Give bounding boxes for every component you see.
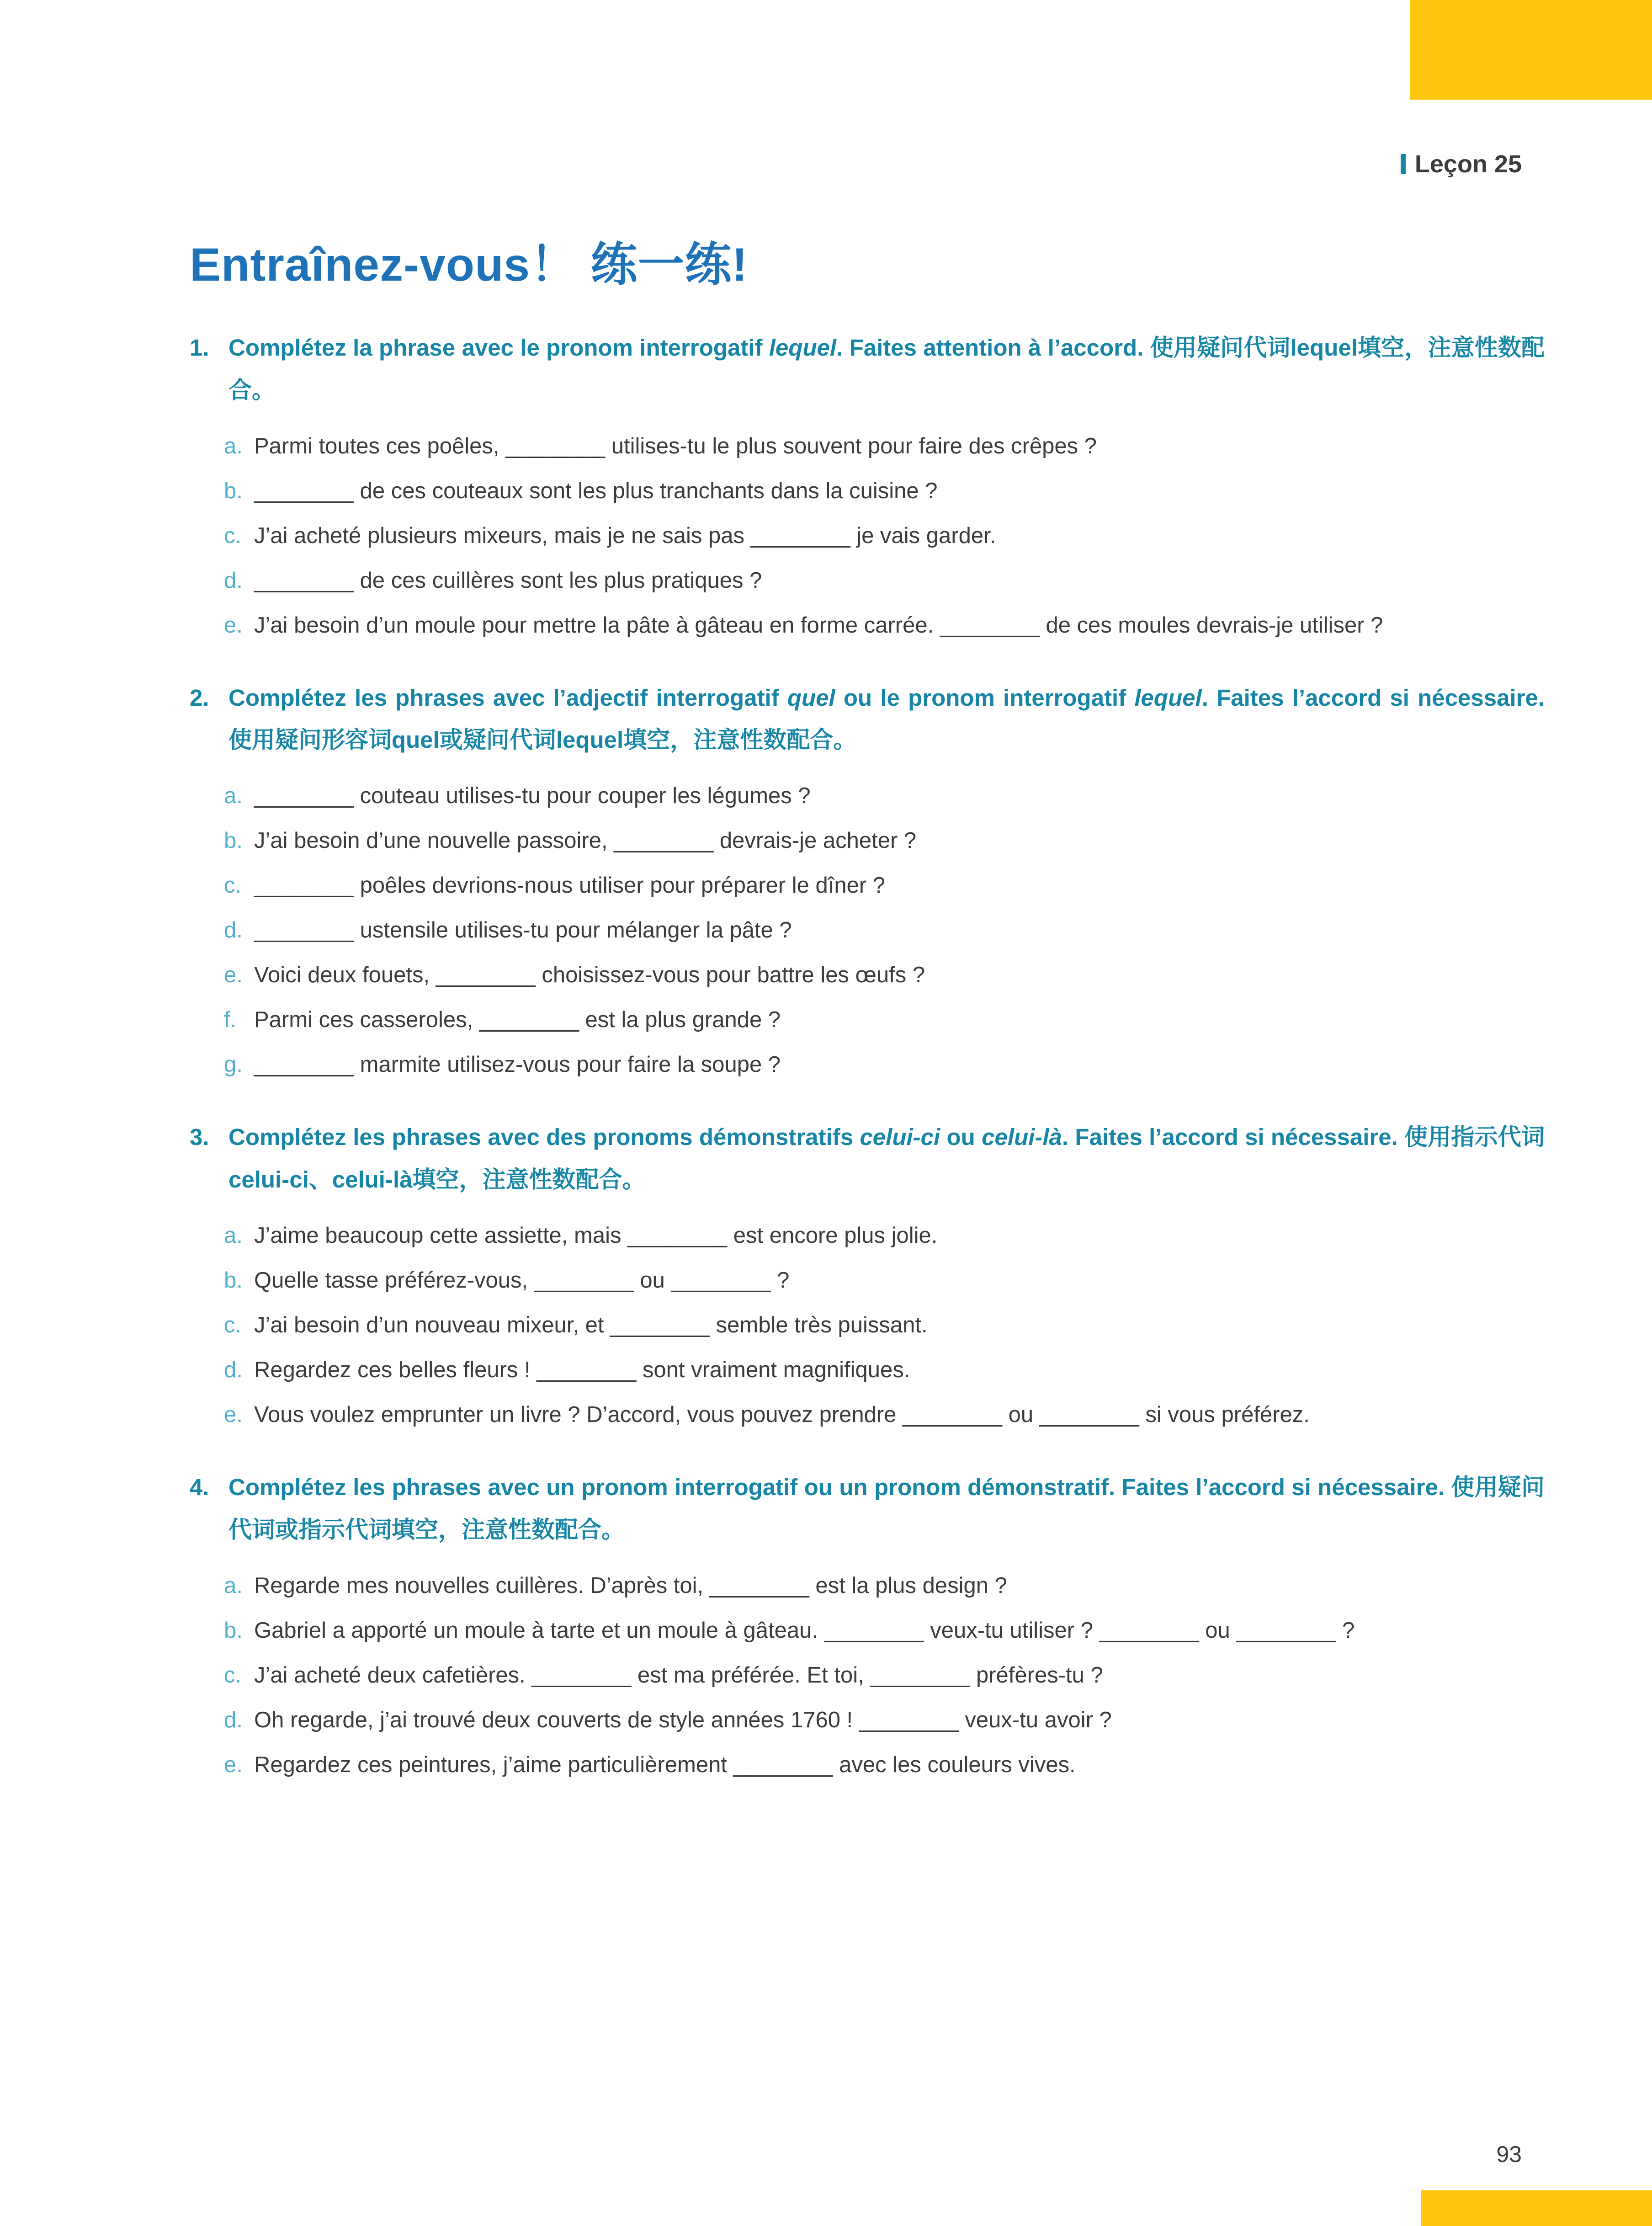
item-text: ________ marmite utilisez-vous pour faire la soupe ? [254,1052,781,1077]
exercise-heading [190,677,1545,762]
item-text: J’ai acheté deux cafetières. ________ est ma préférée. Et toi, ________ préfères-tu ? [254,1662,1103,1688]
exercise-title-fr: Complétez les phrases avec des pronoms démonstratifs celui-ci ou celui-là. Faites l’accord si nécessaire. [228,1124,1405,1150]
exercise-item [224,1042,1545,1087]
item-text: Regarde mes nouvelles cuillères. D’après toi, ________ est la plus design ? [254,1573,1007,1598]
lesson-header [1401,150,1522,178]
exercise-item [224,469,1545,513]
item-label: c. [224,523,242,548]
exercise-heading [190,1466,1545,1551]
exercise-title-zh: 使用疑问代词lequel填空，注意性数配合。 [228,335,1545,403]
exercise-item [224,908,1545,953]
item-text: ________ poêles devrions-nous utiliser pour préparer le dîner ? [254,873,886,898]
item-text: J’ai besoin d’un moule pour mettre la pâte à gâteau en forme carrée. ________ de ces moules devrais-je utiliser ? [254,612,1383,638]
lesson-label: Leçon 25 [1414,150,1522,178]
exercise-item [224,513,1545,558]
item-label: b. [224,828,243,853]
item-label: e. [224,963,243,988]
exercise-title-zh: 使用疑问代词或指示代词填空，注意性数配合。 [228,1474,1545,1543]
exercise-heading [190,1116,1545,1201]
item-text: J’ai besoin d’un nouveau mixeur, et ________ semble très puissant. [254,1312,928,1337]
item-label: f. [224,1007,237,1033]
item-text: Parmi ces casseroles, ________ est la plus grande ? [254,1007,781,1033]
page-number: 93 [1496,2141,1522,2167]
exercise-item [224,1742,1545,1787]
exercise-item [224,1608,1545,1653]
exercise-title-zh: 使用疑问形容词quel或疑问代词lequel填空，注意性数配合。 [228,727,857,753]
exercise-item [224,1698,1545,1742]
item-label: a. [224,1573,243,1598]
item-label: d. [224,1357,243,1382]
exercise [190,677,1545,1087]
item-text: ________ ustensile utilises-tu pour mélanger la pâte ? [254,918,792,943]
exercise-title [228,677,1545,762]
item-label: e. [224,1402,243,1427]
exercise-item [224,1347,1545,1392]
exercise-item [224,1563,1545,1608]
item-label: b. [224,1618,243,1643]
exercise-number: 2. [190,684,209,711]
exercise-item [224,1258,1545,1303]
item-text: ________ couteau utilises-tu pour couper les légumes ? [254,783,811,809]
exercise-title [228,1116,1545,1201]
exercise-title-fr: Complétez les phrases avec l’adjectif interrogatif quel ou le pronom interrogatif lequel. Faites l’accord si nécessaire. [228,684,1545,711]
item-text: J’ai acheté plusieurs mixeurs, mais je ne sais pas ________ je vais garder. [254,523,996,548]
item-label: c. [224,1662,242,1688]
exercise-item [224,773,1545,818]
yellow-accent-bottom [1421,2190,1652,2226]
exercise-item [224,1392,1545,1437]
exercise [190,1116,1545,1437]
item-label: a. [224,783,243,809]
item-label: e. [224,1752,243,1777]
item-label: e. [224,612,243,638]
item-label: a. [224,433,243,458]
item-text: Parmi toutes ces poêles, ________ utilises-tu le plus souvent pour faire des crêpes ? [254,433,1097,458]
exercise-title-zh: 使用指示代词celui-ci、celui-là填空，注意性数配合。 [228,1124,1545,1193]
exercise [190,327,1545,648]
exercise-item [224,818,1545,863]
exercise-number: 4. [190,1474,209,1500]
exercise-item [224,953,1545,997]
item-label: b. [224,478,243,503]
exercise-number: 3. [190,1124,209,1150]
item-text: Vous voulez emprunter un livre ? D’accord, vous pouvez prendre ________ ou ________ si vous préférez. [254,1402,1310,1427]
item-text: Oh regarde, j’ai trouvé deux couverts de style années 1760 ! ________ veux-tu avoir ? [254,1707,1112,1732]
exercise-number: 1. [190,335,209,361]
item-label: b. [224,1267,243,1293]
exercise-item [224,558,1545,603]
exercise-title-fr: Complétez les phrases avec un pronom interrogatif ou un pronom démonstratif. Faites l’accord si nécessaire. [228,1474,1451,1500]
item-label: g. [224,1052,243,1077]
exercise-items [224,1213,1545,1437]
item-text: J’ai besoin d’une nouvelle passoire, ________ devrais-je acheter ? [254,828,917,853]
item-label: d. [224,568,243,593]
lesson-marker-bar-icon [1401,154,1406,174]
exercise-item [224,1653,1545,1698]
exercise [190,1466,1545,1787]
exercise-title [228,1466,1545,1551]
item-text: J’aime beaucoup cette assiette, mais ________ est encore plus jolie. [254,1223,938,1248]
exercise-item [224,424,1545,469]
exercise-heading [190,327,1545,412]
exercise-title [228,327,1545,412]
exercise-items [224,773,1545,1087]
exercise-items [224,424,1545,648]
item-text: Regardez ces belles fleurs ! ________ sont vraiment magnifiques. [254,1357,910,1382]
exercise-item [224,603,1545,648]
page-title: Entraînez-vous！ 练一练! [190,239,748,291]
exercise-item [224,1213,1545,1258]
item-label: d. [224,918,243,943]
item-text: Regardez ces peintures, j’aime particulièrement ________ avec les couleurs vives. [254,1752,1076,1777]
item-label: c. [224,1312,242,1337]
exercise-items [224,1563,1545,1787]
item-label: a. [224,1223,243,1248]
exercises [190,327,1545,1816]
exercise-title-fr: Complétez la phrase avec le pronom interrogatif lequel. Faites attention à l’accord. [228,335,1150,361]
item-label: d. [224,1707,243,1732]
exercise-item [224,863,1545,908]
item-label: c. [224,873,242,898]
exercise-item [224,997,1545,1042]
item-text: Voici deux fouets, ________ choisissez-vous pour battre les œufs ? [254,963,925,988]
exercise-item [224,1303,1545,1347]
item-text: ________ de ces cuillères sont les plus pratiques ? [254,568,762,593]
yellow-accent-top [1410,0,1652,100]
item-text: ________ de ces couteaux sont les plus tranchants dans la cuisine ? [254,478,938,503]
item-text: Gabriel a apporté un moule à tarte et un moule à gâteau. ________ veux-tu utiliser ? ________ ou ________ ? [254,1618,1355,1643]
item-text: Quelle tasse préférez-vous, ________ ou ________ ? [254,1267,790,1293]
